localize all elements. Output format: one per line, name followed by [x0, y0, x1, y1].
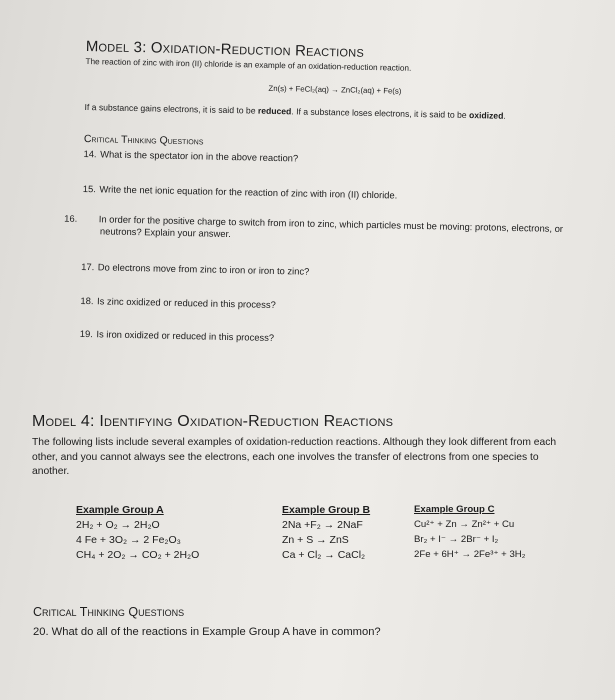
question-16: 16. In order for the positive charge to switch from iron to zinc, which particles must be moving: protons, electrons, or neutrons? Explain your answer. [64, 212, 564, 240]
question-20: 20. What do all of the reactions in Example Group A have in common? [33, 626, 381, 638]
model-3-title: Model 3: Oxidation-Reduction Reactions [85, 38, 365, 61]
example-group-a [76, 504, 199, 563]
reaction: 4 Fe + 3O₂ → 2 Fe₂O₃ [76, 534, 181, 546]
critical-thinking-heading-2: Critical Thinking Questions [33, 605, 185, 619]
reaction: Br₂ + I⁻ → 2Br⁻ + I₂ [414, 534, 499, 545]
group-heading: Example Group A [76, 504, 164, 516]
reaction: 2H₂ + O₂ → 2H₂O [76, 519, 160, 531]
question-14: 14. What is the spectator ion in the above reaction? [83, 147, 299, 164]
reaction: Ca + Cl₂ → CaCl₂ [282, 549, 366, 561]
group-heading: Example Group C [414, 504, 495, 515]
reaction: CH₄ + 2O₂ → CO₂ + 2H₂O [76, 549, 200, 561]
question-19: 19. Is iron oxidized or reduced in this process? [79, 327, 275, 344]
reaction: Zn + S → ZnS [282, 534, 349, 546]
example-group-c [414, 504, 525, 562]
reaction: Cu²⁺ + Zn → Zn²⁺ + Cu [414, 519, 515, 530]
model-3-equation: Zn(s) + FeCl₂(aq) → ZnCl₂(aq) + Fe(s) [268, 83, 402, 96]
model-4-section [32, 413, 592, 480]
redox-definitions: If a substance gains electrons, it is said to be reduced. If a substance loses electrons, it is said to be oxidized. [84, 101, 506, 121]
model-4-intro: The following lists include several examples of oxidation-reduction reactions. Although they look different from each other, and you cannot always see the electrons, each one involves the transfer of electrons from one species to another. [32, 437, 557, 477]
critical-thinking-heading-1: Critical Thinking Questions [83, 132, 204, 148]
question-15: 15. Write the net ionic equation for the reaction of zinc with iron (II) chloride. [82, 182, 398, 201]
question-17: 17. Do electrons move from zinc to iron or iron to zinc? [81, 260, 310, 277]
example-group-b [282, 504, 370, 563]
model-3-intro: The reaction of zinc with iron (II) chloride is an example of an oxidation-reduction reaction. [85, 56, 412, 73]
model-3-section [64, 38, 586, 350]
question-18: 18. Is zinc oxidized or reduced in this process? [80, 294, 276, 311]
model-4-title: Model 4: Identifying Oxidation-Reduction Reactions [32, 413, 394, 430]
group-heading: Example Group B [282, 504, 371, 516]
reaction: 2Fe + 6H⁺ → 2Fe³⁺ + 3H₂ [414, 549, 526, 560]
reaction: 2Na +F₂ → 2NaF [282, 519, 363, 531]
